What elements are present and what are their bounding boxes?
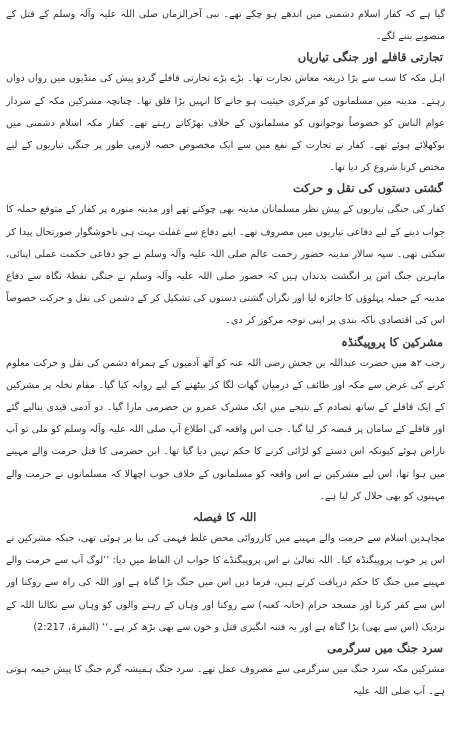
paragraph-trade-caravans: اہل مکہ کا سب سے بڑا ذریعہ معاش تجارت تھا۔ بڑے بڑے تجارتی قافلے گردو پیش کی منڈیوں میں رواں دواں رہتے۔ مدینہ میں مسلمانوں کو مرکزی حیثیت ہو جانے کا انہیں بڑا قلق تھا۔ چنانچہ مشرکین مکہ کے سردار عوام الناس کو خصوصاً نوجوانوں کو مسلمانوں کے خلاف بھڑکاتے رہتے تھے۔ کفار مکہ اسلام دشمنی میں بوکھلائے ہوئے تھے۔ کفار نے تجارت کے نفع میں سے ایک مخصوص حصہ لازمی طور پر جنگی تیاریوں کے لیے مختص کرنا شروع کر دیا تھا۔ [6, 73, 445, 174]
heading-divine-decision: اللہ کا فیصلہ [192, 510, 257, 525]
heading-propaganda: مشرکین کا پروپیگنڈہ [341, 334, 443, 349]
paragraph-patrol-movements: کفار کی جنگی تیاریوں کے پیش نظر مسلمانان مدینہ بھی چوکنے تھے اور مدینہ منورہ پر کفار کے متوقع حملہ کا جواب دینے کے لیے دفاعی تیاریوں میں مصروف تھے۔ اپنے دفاع سے غفلت بہت ہی ناخوشگوار صورتحال پیدا کر سکتی تھی۔ سپہ سالار مدینہ حضور رحمت عالم صلی اللہ علیہ وآلہ وسلم نے جو دفاعی حکمت عملی اپنائی، ماہرین جنگ اس پر انگشت بدنداں ہیں کہ حضور صلی اللہ علیہ وآلہ وسلم نے جنگی نقطۂ نگاہ سے دفاع مدینہ کے جملہ پہلوؤں کا جائزہ لیا اور نگران گشتی دستوں کی تشکیل کر کے دشمن کی نقل و حرکت خصوصاً اس کی اقتصادی ناکہ بندی پر اپنی توجہ مرکوز کر دی۔ [6, 204, 445, 327]
heading-cold-war: سرد جنگ میں سرگرمی [327, 641, 443, 656]
paragraph-intro: گیا ہے کہ کفار اسلام دشمنی میں اندھے ہو چکے تھے۔ نبی آخرالزماں صلی اللہ علیہ وآلہ وسلم کے قتل کے منصوبے بننے لگے۔ [6, 9, 445, 43]
heading-trade-caravans: تجارتی قافلے اور جنگی تیاریاں [297, 50, 443, 65]
paragraph-propaganda: رجب ۲ھ میں حضرت عبداللہ بن جحش رضی اللہ عنہ کو آٹھ آدمیوں کے ہمراہ دشمن کی نقل و حرکت معلوم کرنے کی غرض سے مکہ اور طائف کے درمیان گھات لگا کر بیٹھنے کے لیے روانہ کیا گیا۔ مقام نخلہ پر مشرکین کے ایک قافلے کے ساتھ تصادم کے نتیجے میں ایک مشرک عمرو بن حضرمی مارا گیا۔ دو آدمی قیدی بنالیے گئے اور قافلے کے سامان پر قبضہ کر لیا گیا۔ جب اس واقعہ کی اطلاع آپ صلی اللہ علیہ وآلہ وسلم کو ملی تو آپ ناراض ہوئے کیونکہ اس دستے کو لڑائی کرنے کا حکم نہیں دیا گیا تھا۔ ابن حضرمی کا قتل حرمت والے مہینے میں ہوا تھا، اس لیے مشرکین نے اس واقعہ کو مسلمانوں کے خلاف خوب اچھالا کہ مسلمانوں نے حرمت والے مہینوں کو بھی حلال کر لیا ہے۔ [6, 357, 445, 502]
paragraph-divine-decision: مجاہدین اسلام سے حرمت والے مہینے میں کارروائی محض غلط فہمی کی بنا پر ہوئی تھی، جبکہ مشرکین نے اس پر خوب پروپیگنڈہ کیا۔ اللہ تعالیٰ نے اس پروپیگنڈے کا جواب ان الفاظ میں دیا: ’’لوگ آپ سے حرمت والے مہینے میں جنگ کا حکم دریافت کرتے ہیں، فرما دیں اس میں جنگ بڑا گناہ ہے اور اللہ کی راہ سے روکنا اور اس سے کفر کرنا اور مسجد حرام (خانہ کعبہ) سے روکنا اور وہاں کے رہنے والوں کو وہاں سے نکالنا اللہ کے نزدیک (اس سے بھی) بڑا گناہ ہے اور یہ فتنہ انگیزی قتل و خون سے بھی بڑھ کر ہے۔‘‘ (البقرۃ، 2:217) [6, 533, 445, 633]
paragraph-cold-war: مشرکین مکہ سرد جنگ میں سرگرمی سے مصروف عمل تھے۔ سرد جنگ ہمیشہ گرم جنگ کا پیش خیمہ ہوتی ہے۔ آپ صلی اللہ علیہ [6, 664, 445, 698]
heading-patrol-movements: گشتی دستوں کی نقل و حرکت [293, 181, 443, 196]
